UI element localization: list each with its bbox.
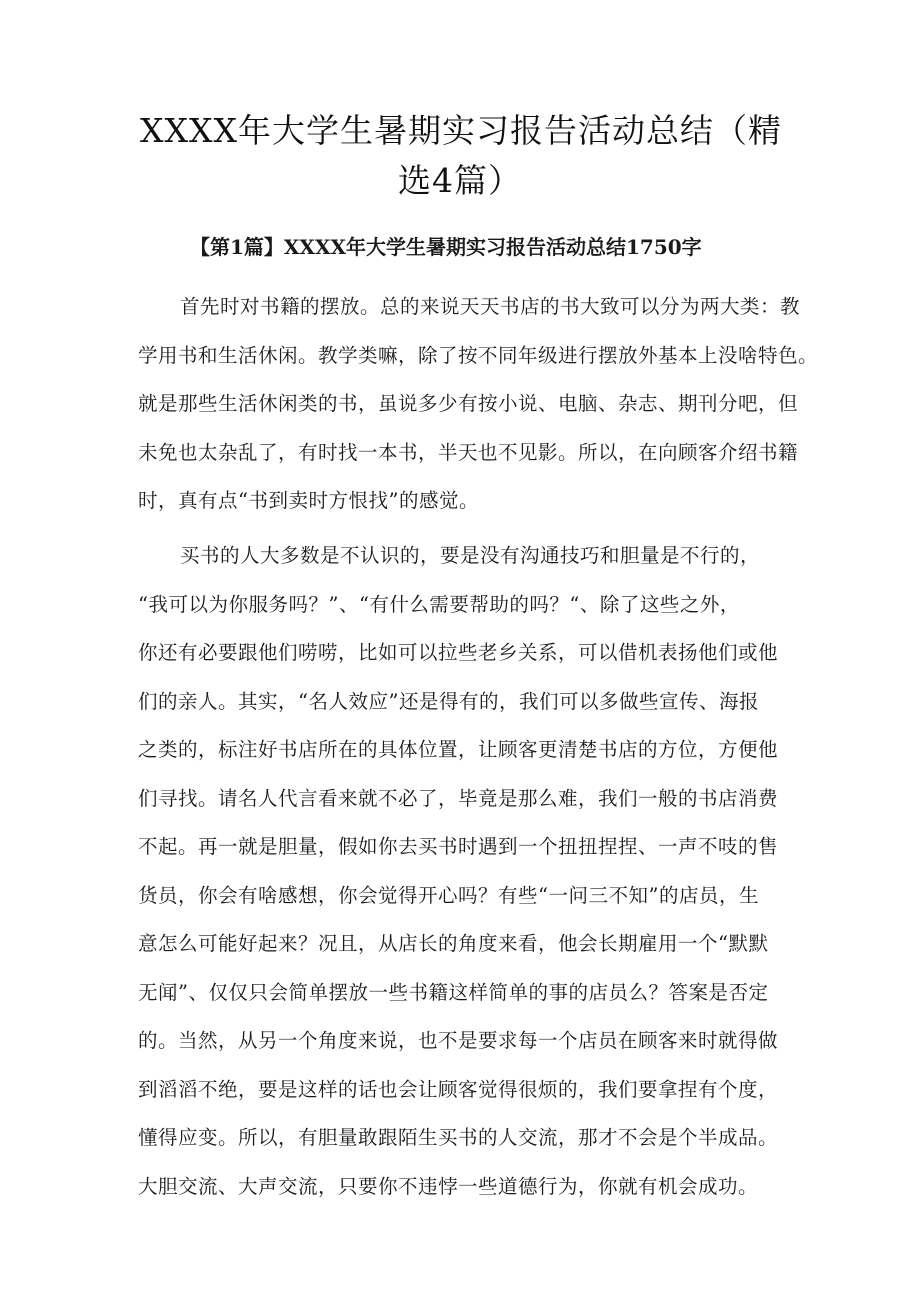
paragraph-line: 到滔滔不绝，要是这样的话也会让顾客觉得很烦的，我们要拿捏有个度， (138, 1077, 779, 1101)
paragraph-line: 学用书和生活休闲。教学类嘛，除了按不同年级进行摆放外基本上没啥特色。 (138, 343, 819, 367)
title-line: XXXX年大学生暑期实习报告活动总结（精 (140, 111, 782, 150)
title-line: 选4篇） (398, 161, 522, 200)
section-heading: 【第1篇】XXXX年大学生暑期实习报告活动总结1750字 (190, 235, 702, 259)
paragraph-line: 不起。再一就是胆量，假如你去买书时遇到一个扭扭捏捏、一声不吱的售 (138, 835, 779, 858)
paragraph-line: 就是那些生活休闲类的书，虽说多少有按小说、电脑、杂志、期刊分吧，但 (138, 392, 799, 415)
paragraph-line: 未免也太杂乱了，有时找一本书，半天也不见影。所以，在向顾客介绍书籍 (138, 440, 799, 464)
paragraph-line: 无闻”、仅仅只会简单摆放一些书籍这样简单的事的店员么？答案是否定 (138, 980, 769, 1004)
paragraph-line: 时，真有点“书到卖时方恨找”的感觉。 (138, 489, 479, 512)
document-title (140, 106, 780, 206)
paragraph (138, 540, 788, 1219)
paragraph-line: 买书的人大多数是不认识的，要是没有沟通技巧和胆量是不行的， (180, 544, 761, 567)
paragraph-line: 货员，你会有啥感想，你会觉得开心吗？有些“一问三不知”的店员，生 (138, 883, 759, 907)
paragraph-line: 们寻找。请名人代言看来就不必了，毕竟是那么难，我们一般的书店消费 (138, 786, 779, 810)
paragraph-line: 首先时对书籍的摆放。总的来说天天书店的书大致可以分为两大类：教 (180, 295, 801, 318)
paragraph-line: 们的亲人。其实，“名人效应”还是得有的，我们可以多做些宣传、海报 (138, 689, 759, 713)
paragraph-line: 你还有必要跟他们唠唠，比如可以拉些老乡关系，可以借机表扬他们或他 (138, 641, 779, 664)
paragraph-line: 意怎么可能好起来？况且，从店长的角度来看，他会长期雇用一个“默默 (138, 932, 769, 955)
paragraph-line: “我可以为你服务吗？”、“有什么需要帮助的吗？“、除了这些之外， (138, 592, 740, 616)
paragraph (138, 291, 819, 534)
paragraph-line: 之类的，标注好书店所在的具体位置，让顾客更清楚书店的方位，方便他 (138, 738, 779, 761)
paragraph-line: 懂得应变。所以，有胆量敢跟陌生买书的人交流，那才不会是个半成品。 (138, 1126, 779, 1149)
paragraph-line: 大胆交流、大声交流，只要你不违悖一些道德行为，你就有机会成功。 (138, 1174, 759, 1198)
paragraph-line: 的。当然，从另一个角度来说，也不是要求每一个店员在顾客来时就得做 (138, 1029, 779, 1052)
